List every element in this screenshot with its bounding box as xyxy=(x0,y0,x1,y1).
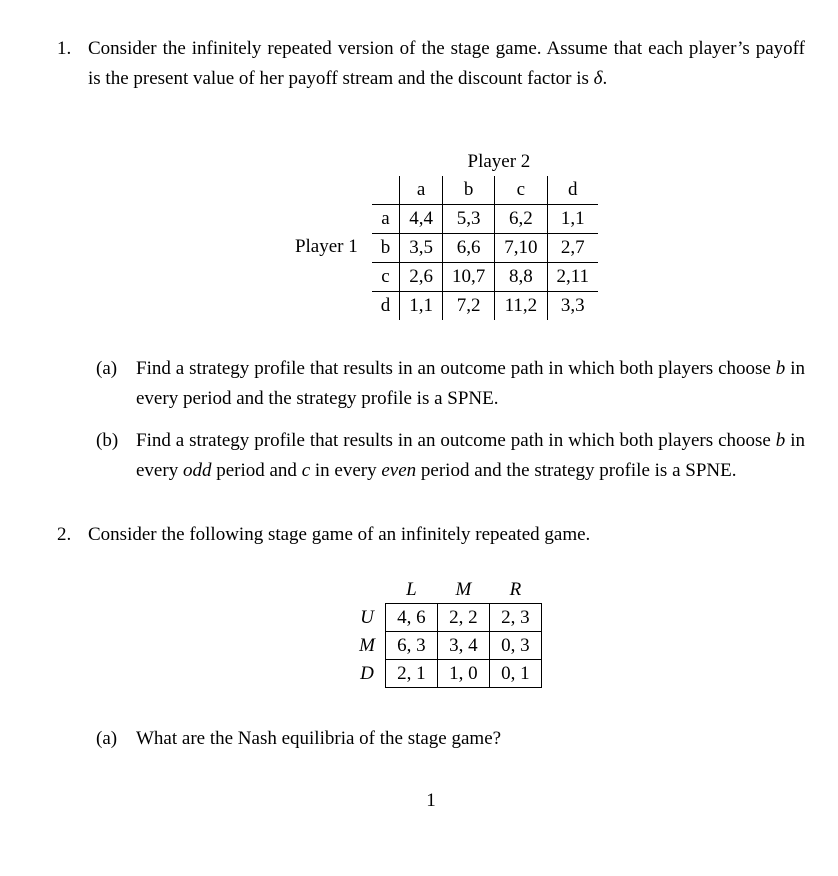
payoff-cell: 6,6 xyxy=(443,234,495,263)
problem-1-parts xyxy=(96,354,805,486)
payoff-cell: 2,6 xyxy=(400,263,443,292)
spacer-cell xyxy=(351,576,385,604)
problem-1-intro xyxy=(88,34,805,94)
payoff-cell: 3,3 xyxy=(547,292,598,321)
part-1b-seg: period and the strategy profile is a SPNE. xyxy=(416,460,737,481)
payoff-cell: 6, 3 xyxy=(385,632,437,660)
math-var-b: b xyxy=(775,358,786,379)
row-header-d: d xyxy=(372,292,400,321)
part-1a-seg: Find a strategy profile that results in an outcome path in which both players choose xyxy=(136,358,776,379)
payoff-cell: 1,1 xyxy=(400,292,443,321)
part-1a-label: (a) xyxy=(96,358,118,379)
problem-2 xyxy=(57,520,805,766)
col-header-M: M xyxy=(455,579,472,600)
row-header-D: D xyxy=(360,663,374,684)
payoff-cell: 3,5 xyxy=(400,234,443,263)
table-row-headers xyxy=(351,576,541,604)
payoff-cell: 2,11 xyxy=(547,263,598,292)
col-header-c: c xyxy=(495,176,547,205)
payoff-cell: 7,10 xyxy=(495,234,547,263)
part-1b-seg: in every xyxy=(310,460,382,481)
part-1b-seg: Find a strategy profile that results in an outcome path in which both players choose xyxy=(136,430,776,451)
part-1a-seg: in every period and the strategy profile is a SPNE. xyxy=(136,358,806,409)
part-1b xyxy=(96,426,805,486)
spacer-cell xyxy=(372,176,400,205)
payoff-cell: 2, 3 xyxy=(489,604,541,632)
payoff-cell: 4, 6 xyxy=(385,604,437,632)
payoff-cell: 0, 1 xyxy=(489,660,541,688)
part-2a-label: (a) xyxy=(96,728,118,749)
payoff-table-1-wrap xyxy=(88,148,805,320)
delta-symbol: δ xyxy=(593,68,603,89)
payoff-table-2-wrap xyxy=(88,576,805,688)
table-row xyxy=(351,660,541,688)
payoff-cell: 1,1 xyxy=(547,205,598,234)
payoff-cell: 11,2 xyxy=(495,292,547,321)
player1-label: Player 1 xyxy=(294,236,358,257)
part-1a-text xyxy=(136,354,805,414)
table-row xyxy=(372,263,598,292)
part-1b-text xyxy=(136,426,805,486)
emph-odd: odd xyxy=(182,460,212,481)
spacer-cell xyxy=(372,148,400,176)
problem-2-parts xyxy=(96,724,805,754)
payoff-cell: 0, 3 xyxy=(489,632,541,660)
payoff-cell: 1, 0 xyxy=(437,660,489,688)
payoff-cell: 3, 4 xyxy=(437,632,489,660)
payoff-cell: 2, 2 xyxy=(437,604,489,632)
payoff-cell: 10,7 xyxy=(443,263,495,292)
problem-2-intro: Consider the following stage game of an infinitely repeated game. xyxy=(88,524,591,545)
math-var-b: b xyxy=(775,430,786,451)
col-header-L: L xyxy=(406,579,417,600)
col-header-a: a xyxy=(400,176,443,205)
payoff-cell: 7,2 xyxy=(443,292,495,321)
col-header-d: d xyxy=(547,176,598,205)
table-row-headers xyxy=(372,176,598,205)
row-header-a: a xyxy=(372,205,400,234)
problem-2-number: 2. xyxy=(57,524,72,545)
part-1b-seg: period and xyxy=(211,460,302,481)
player2-label: Player 2 xyxy=(467,151,531,172)
col-header-b: b xyxy=(443,176,495,205)
emph-even: even xyxy=(381,460,417,481)
part-1b-seg: in every xyxy=(136,430,806,481)
part-2a xyxy=(96,724,805,754)
row-header-U: U xyxy=(360,607,374,628)
payoff-cell: 2,7 xyxy=(547,234,598,263)
payoff-cell: 2, 1 xyxy=(385,660,437,688)
part-1b-label: (b) xyxy=(96,430,119,451)
page-number: 1 xyxy=(426,790,436,811)
problem-1-body xyxy=(88,34,805,498)
payoff-table-1 xyxy=(372,148,598,320)
problem-2-body xyxy=(88,520,805,766)
payoff-cell: 8,8 xyxy=(495,263,547,292)
problem-1 xyxy=(57,34,805,498)
math-var-c: c xyxy=(301,460,311,481)
payoff-cell: 5,3 xyxy=(443,205,495,234)
payoff-cell: 6,2 xyxy=(495,205,547,234)
problem-1-intro-period: . xyxy=(602,68,608,89)
part-2a-text: What are the Nash equilibria of the stage game? xyxy=(136,728,502,749)
table-row xyxy=(372,234,598,263)
col-header-R: R xyxy=(509,579,522,600)
row-header-c: c xyxy=(372,263,400,292)
table-row xyxy=(372,205,598,234)
row-header-b: b xyxy=(372,234,400,263)
payoff-table-2 xyxy=(351,576,542,688)
table-row xyxy=(351,632,541,660)
table-row xyxy=(372,292,598,321)
part-1a xyxy=(96,354,805,414)
payoff-cell: 4,4 xyxy=(400,205,443,234)
problem-1-intro-text: Consider the infinitely repeated version of the stage game. Assume that each player’s payoff is the present value of her payoff stream and the discount factor is xyxy=(88,38,805,89)
table-row xyxy=(351,604,541,632)
table-row-player2 xyxy=(372,148,598,176)
row-header-M: M xyxy=(359,635,375,656)
problem-1-number: 1. xyxy=(57,38,72,59)
